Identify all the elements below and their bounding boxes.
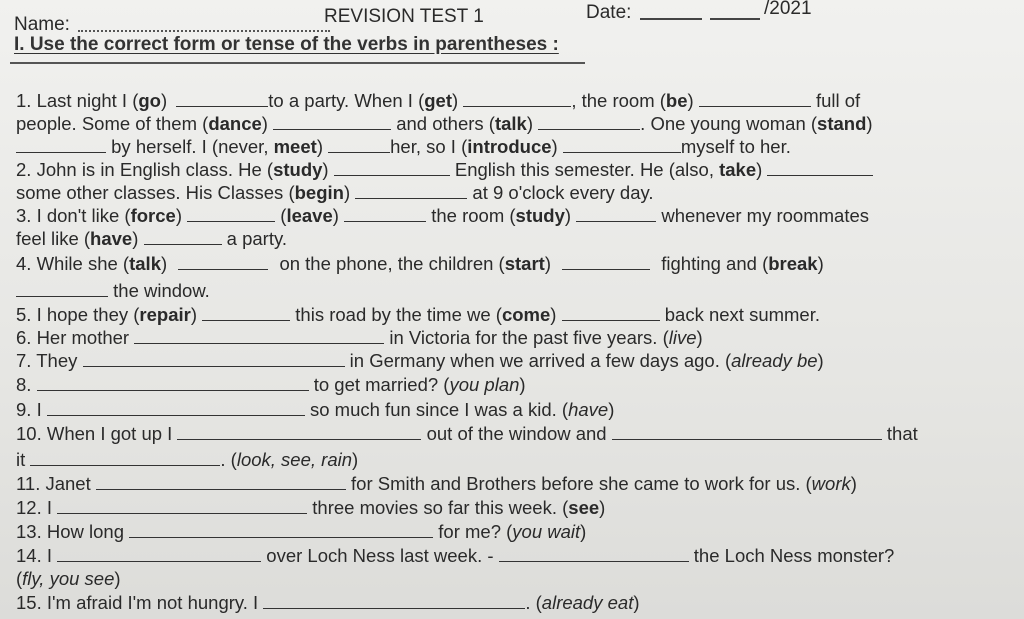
text: ): [352, 449, 359, 470]
answer-blank[interactable]: [16, 136, 106, 153]
verb: take: [719, 159, 757, 180]
text: , the room (: [571, 90, 666, 111]
text: ): [817, 253, 824, 274]
exercise-line: [16, 423, 984, 445]
answer-blank[interactable]: [47, 399, 305, 416]
text: by herself. I (never,: [111, 136, 274, 157]
exercise-line: [16, 113, 984, 135]
text: back next summer.: [664, 304, 821, 325]
text: feel like (: [16, 228, 91, 249]
text: ): [817, 350, 824, 371]
answer-blank[interactable]: [16, 280, 108, 297]
text: at 9 o'clock every day.: [472, 182, 654, 203]
verb: stand: [817, 113, 867, 134]
verb: dance: [208, 113, 262, 134]
text: ): [687, 90, 694, 111]
verb: be: [665, 90, 688, 111]
text: in Victoria for the past five years. (: [389, 327, 669, 348]
text: ): [564, 205, 572, 226]
exercise-line: [16, 592, 984, 614]
exercise-line: [16, 449, 984, 471]
answer-blank[interactable]: [83, 350, 345, 367]
text: ): [544, 253, 551, 274]
exercise-line: [16, 374, 984, 396]
answer-blank[interactable]: [612, 423, 882, 440]
verb-hint: you wait: [512, 521, 581, 542]
text: 12. I: [16, 497, 52, 518]
text: 15. I'm afraid I'm not hungry. I: [16, 592, 259, 613]
verb-hint: already be: [731, 350, 818, 371]
exercise-line: [16, 568, 984, 590]
answer-blank[interactable]: [273, 113, 391, 130]
text: 4. While she (: [16, 253, 130, 274]
exercise-line: [16, 350, 984, 372]
exercise-line: [16, 497, 984, 519]
answer-blank[interactable]: [499, 545, 689, 562]
text: ): [580, 521, 587, 542]
text: 9. I: [16, 399, 42, 420]
text: to a party. When I (: [268, 90, 425, 111]
answer-blank[interactable]: [562, 304, 660, 321]
date-label: Date:: [586, 2, 632, 23]
answer-blank[interactable]: [178, 253, 268, 270]
text: 13. How long: [16, 521, 124, 542]
text: 3. I don't like (: [16, 205, 131, 226]
text: for me? (: [438, 521, 513, 542]
text: ): [160, 90, 168, 111]
exercise-line: [16, 327, 984, 349]
text: ): [322, 159, 329, 180]
text: myself to her.: [680, 136, 791, 157]
text: ): [526, 113, 534, 134]
text: ): [190, 304, 198, 325]
verb: break: [768, 253, 818, 274]
exercise-line: [16, 521, 984, 543]
text: ): [608, 399, 615, 420]
text: so much fun since I was a kid. (: [310, 399, 569, 420]
answer-blank[interactable]: [57, 545, 261, 562]
answer-blank[interactable]: [576, 205, 656, 222]
exercise-line: [16, 182, 984, 204]
answer-blank[interactable]: [57, 497, 307, 514]
verb: begin: [294, 182, 344, 203]
text: ): [114, 568, 121, 589]
text: (: [280, 205, 287, 226]
text: 7. They: [16, 350, 78, 371]
answer-blank[interactable]: [177, 423, 421, 440]
text: ): [551, 136, 558, 157]
verb-hint: already eat: [541, 592, 634, 613]
section-title: I. Use the correct form or tense of the verbs in parentheses :: [14, 34, 559, 55]
exercise-line: [16, 399, 984, 421]
section-rule: [10, 62, 585, 64]
text: ): [132, 228, 139, 249]
verb: introduce: [467, 136, 552, 157]
exercise-line: [16, 136, 984, 158]
exercise-line: [16, 280, 984, 302]
date-year: /2021: [764, 0, 812, 19]
verb-hint: you plan: [449, 374, 520, 395]
text: 2. John is in English class. He (: [16, 159, 274, 180]
text: to get married? (: [313, 374, 450, 395]
text: 11. Janet: [16, 473, 91, 494]
verb-hint: work: [811, 473, 851, 494]
text: it: [16, 449, 26, 470]
date-blank-day: [640, 18, 702, 20]
text: ): [550, 304, 557, 325]
answer-blank[interactable]: [344, 205, 426, 222]
text: some other classes. His Classes (: [16, 182, 295, 203]
test-title: REVISION TEST 1: [324, 6, 484, 27]
date-blank-month: [710, 18, 760, 20]
text: full of: [815, 90, 861, 111]
answer-blank[interactable]: [134, 327, 384, 344]
text: ): [343, 182, 351, 203]
text: ): [261, 113, 268, 134]
text: this road by the time we (: [295, 304, 502, 325]
text: . (: [220, 449, 237, 470]
text: a party.: [226, 228, 287, 249]
answer-blank[interactable]: [263, 592, 525, 609]
text: (: [16, 568, 23, 589]
verb-hint: live: [668, 327, 697, 348]
exercise-line: [16, 304, 984, 326]
answer-blank[interactable]: [538, 113, 640, 130]
exercise-line: [16, 545, 984, 567]
text: on the phone, the children (: [279, 253, 505, 274]
text: her, so I (: [390, 136, 468, 157]
verb: study: [515, 205, 565, 226]
text: 1. Last night I (: [16, 90, 139, 111]
answer-blank[interactable]: [129, 521, 433, 538]
answer-blank[interactable]: [355, 182, 467, 199]
name-label: Name:: [14, 14, 70, 35]
answer-blank[interactable]: [563, 136, 681, 153]
text: the Loch Ness monster?: [693, 545, 895, 566]
text: over Loch Ness last week. -: [266, 545, 494, 566]
text: ): [316, 136, 323, 157]
text: that: [886, 423, 918, 444]
verb: study: [273, 159, 323, 180]
verb: talk: [494, 113, 527, 134]
answer-blank[interactable]: [144, 228, 222, 245]
text: ): [599, 497, 606, 518]
text: 14. I: [16, 545, 52, 566]
exercise-line: [16, 90, 984, 112]
verb: repair: [139, 304, 191, 325]
verb: go: [138, 90, 161, 111]
text: 6. Her mother: [16, 327, 130, 348]
text: three movies so far this week. (: [312, 497, 569, 518]
text: ): [175, 205, 183, 226]
answer-blank[interactable]: [96, 473, 346, 490]
text: people. Some of them (: [16, 113, 209, 134]
verb-hint: look, see, rain: [236, 449, 353, 470]
text: the room (: [431, 205, 516, 226]
verb-hint: have: [568, 399, 609, 420]
text: . (: [525, 592, 542, 613]
text: for Smith and Brothers before she came to work for us. (: [351, 473, 812, 494]
verb: get: [424, 90, 452, 111]
answer-blank[interactable]: [202, 304, 290, 321]
verb: talk: [129, 253, 161, 274]
text: and others (: [396, 113, 495, 134]
text: ): [696, 327, 703, 348]
exercise-line: [16, 205, 984, 227]
worksheet-header: [14, 2, 1004, 36]
text: out of the window and: [426, 423, 607, 444]
answer-blank[interactable]: [176, 90, 268, 107]
verb: come: [501, 304, 551, 325]
answer-blank[interactable]: [767, 159, 873, 176]
text: fighting and (: [661, 253, 769, 274]
name-blank: [78, 30, 330, 32]
text: ): [452, 90, 459, 111]
answer-blank[interactable]: [562, 253, 650, 270]
text: 5. I hope they (: [16, 304, 140, 325]
text: 10. When I got up I: [16, 423, 173, 444]
answer-blank[interactable]: [463, 90, 571, 107]
text: ): [850, 473, 857, 494]
answer-blank[interactable]: [328, 136, 390, 153]
text: ): [866, 113, 873, 134]
answer-blank[interactable]: [699, 90, 811, 107]
verb: force: [130, 205, 176, 226]
text: ): [161, 253, 168, 274]
exercise-line: [16, 253, 984, 275]
verb: leave: [286, 205, 333, 226]
text: the window.: [113, 280, 210, 301]
text: English this semester. He (also,: [454, 159, 720, 180]
answer-blank[interactable]: [37, 374, 309, 391]
answer-blank[interactable]: [30, 449, 220, 466]
exercise-line: [16, 159, 984, 181]
verb: meet: [273, 136, 317, 157]
answer-blank[interactable]: [334, 159, 450, 176]
verb-hint: see: [568, 497, 600, 518]
text: 8.: [16, 374, 32, 395]
answer-blank[interactable]: [187, 205, 275, 222]
text: ): [633, 592, 640, 613]
text: whenever my roommates: [661, 205, 870, 226]
text: . One young woman (: [640, 113, 818, 134]
text: ): [756, 159, 763, 180]
verb: start: [504, 253, 545, 274]
verb: have: [90, 228, 133, 249]
text: ): [332, 205, 339, 226]
text: ): [519, 374, 526, 395]
exercise-line: [16, 228, 984, 250]
exercise-line: [16, 473, 984, 495]
text: in Germany when we arrived a few days ago. (: [349, 350, 732, 371]
verb-hint: fly, you see: [22, 568, 115, 589]
